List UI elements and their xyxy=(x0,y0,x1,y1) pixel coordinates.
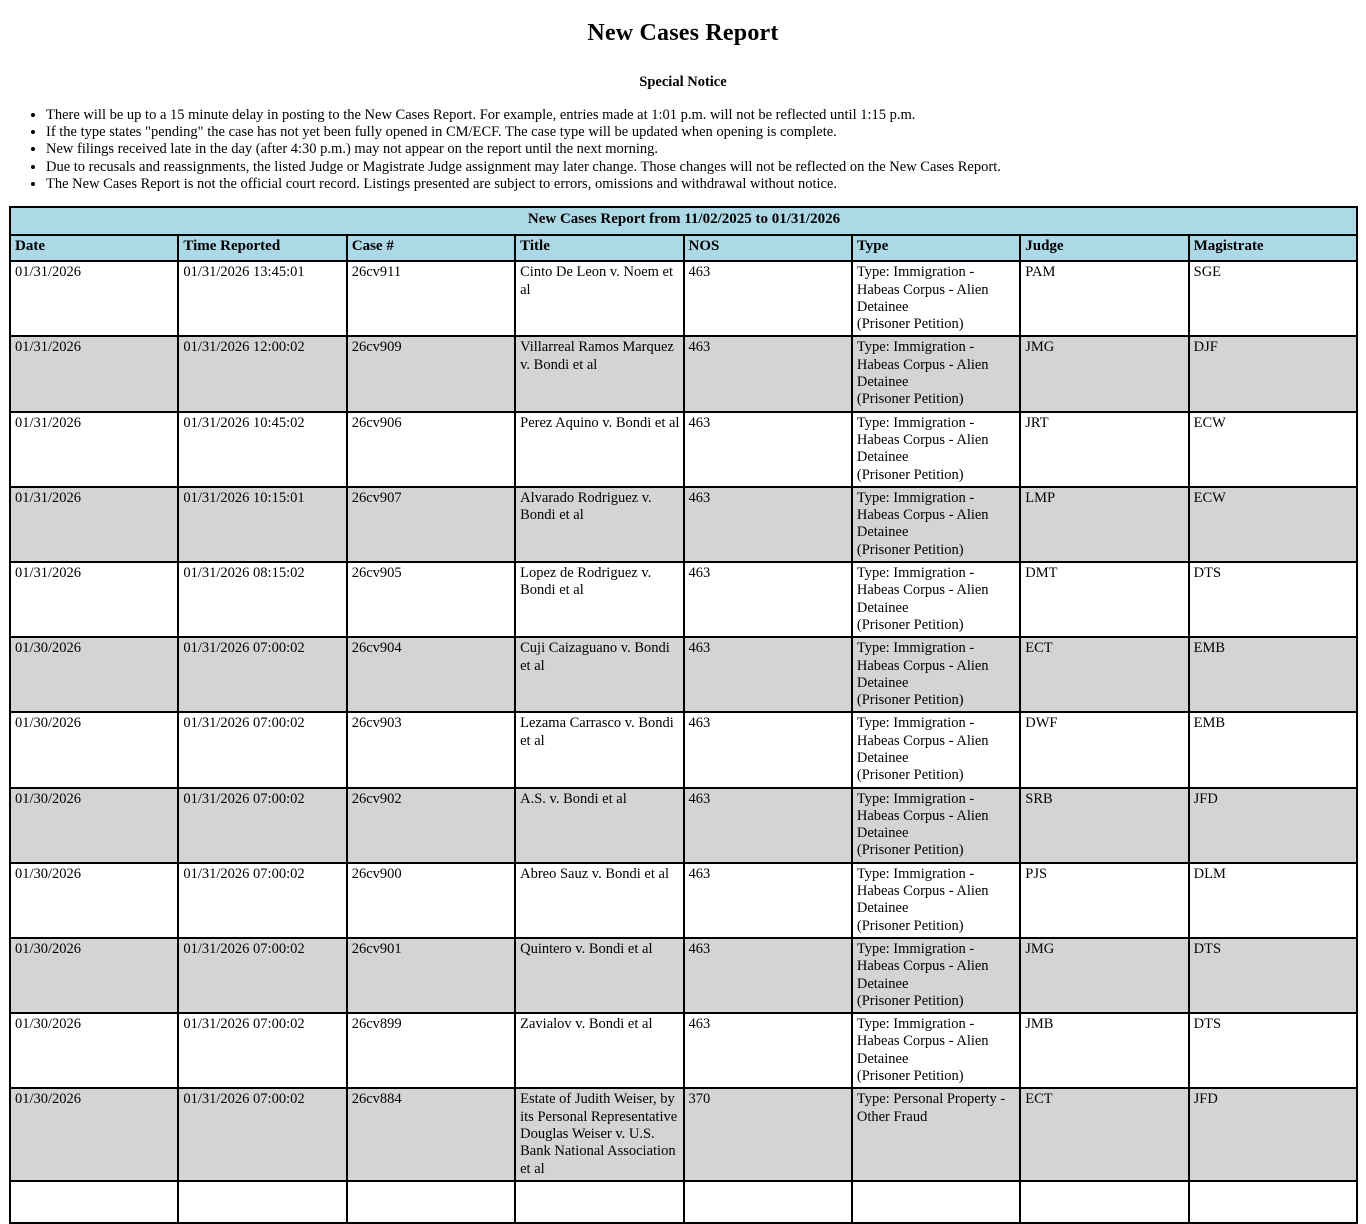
cell-type xyxy=(852,938,1020,1013)
cell-type xyxy=(852,788,1020,863)
cell-judge: LMP xyxy=(1020,487,1188,562)
cell-case-number[interactable]: 26cv904 xyxy=(347,637,515,712)
cell-type-line1: Type: Immigration - Habeas Corpus - Alien Detainee xyxy=(856,414,989,466)
cell-nos: 463 xyxy=(684,788,852,863)
cell-type-line1: Type: Personal Property - Other Fraud xyxy=(856,1091,1006,1125)
cell-title: Abreo Sauz v. Bondi et al xyxy=(515,863,683,938)
cell-type xyxy=(852,412,1020,487)
column-header-magistrate[interactable]: Magistrate xyxy=(1189,235,1357,261)
cell-type-line2: (Prisoner Petition) xyxy=(856,466,964,483)
cell-judge: PJS xyxy=(1020,863,1188,938)
report-header-row xyxy=(10,235,1357,261)
cell-time-reported: 01/31/2026 08:15:02 xyxy=(178,562,346,637)
cell-magistrate: SGE xyxy=(1189,261,1357,336)
cell-magistrate: DTS xyxy=(1189,1013,1357,1088)
cell-type-line2: (Prisoner Petition) xyxy=(856,616,964,633)
cell-type-line1: Type: Immigration - Habeas Corpus - Alien Detainee xyxy=(856,715,989,766)
cell-judge: JMB xyxy=(1020,1013,1188,1088)
cell-date xyxy=(10,1181,178,1223)
cell-magistrate: ECW xyxy=(1189,412,1357,487)
cell-time-reported: 01/31/2026 10:15:01 xyxy=(178,487,346,562)
cell-type-line1: Type: Immigration - Habeas Corpus - Alien Detainee xyxy=(856,640,989,691)
column-header-nos[interactable]: NOS xyxy=(684,235,852,261)
cell-case-number[interactable]: 26cv901 xyxy=(347,938,515,1013)
cell-magistrate: DTS xyxy=(1189,562,1357,637)
cell-case-number[interactable]: 26cv911 xyxy=(347,261,515,336)
cell-title: Perez Aquino v. Bondi et al xyxy=(515,412,683,487)
cell-type-line1: Type: Immigration - Habeas Corpus - Alien Detainee xyxy=(856,565,989,616)
cell-date: 01/31/2026 xyxy=(10,336,178,411)
cell-type-line2: (Prisoner Petition) xyxy=(856,541,964,558)
table-row[interactable] xyxy=(10,1013,1357,1088)
cell-type xyxy=(852,1088,1020,1180)
cell-case-number[interactable]: 26cv884 xyxy=(347,1088,515,1180)
cell-date: 01/31/2026 xyxy=(10,261,178,336)
cell-title: Villarreal Ramos Marquez v. Bondi et al xyxy=(515,336,683,411)
cell-judge: PAM xyxy=(1020,261,1188,336)
cell-type xyxy=(852,487,1020,562)
cell-type-line2: (Prisoner Petition) xyxy=(856,767,964,784)
cell-case-number[interactable]: 26cv905 xyxy=(347,562,515,637)
cell-magistrate xyxy=(1189,1181,1357,1223)
cell-time-reported: 01/31/2026 12:00:02 xyxy=(178,336,346,411)
cell-case-number[interactable]: 26cv909 xyxy=(347,336,515,411)
column-header-time-reported[interactable]: Time Reported xyxy=(178,235,346,261)
cell-case-number[interactable] xyxy=(347,1181,515,1223)
table-row[interactable] xyxy=(10,938,1357,1013)
notice-item: • If the type states "pending" the case has not yet been fully opened in CM/ECF. The case type will be updated when opening is complete. xyxy=(46,124,1366,141)
cell-nos: 463 xyxy=(684,487,852,562)
cell-type-line2: (Prisoner Petition) xyxy=(856,1068,964,1085)
cell-date: 01/30/2026 xyxy=(10,1088,178,1180)
cell-type-line2: (Prisoner Petition) xyxy=(856,842,964,859)
cell-time-reported: 01/31/2026 10:45:02 xyxy=(178,412,346,487)
table-row[interactable] xyxy=(10,261,1357,336)
cell-type-line2: (Prisoner Petition) xyxy=(856,992,964,1009)
cell-judge: ECT xyxy=(1020,637,1188,712)
report-table-body xyxy=(10,207,1357,1223)
cell-type xyxy=(852,1013,1020,1088)
cell-judge: DMT xyxy=(1020,562,1188,637)
cell-case-number[interactable]: 26cv902 xyxy=(347,788,515,863)
report-table-container xyxy=(9,206,1358,1224)
cell-type xyxy=(852,863,1020,938)
cell-time-reported: 01/31/2026 07:00:02 xyxy=(178,712,346,787)
cell-type-line1: Type: Immigration - Habeas Corpus - Alien Detainee xyxy=(856,489,989,541)
cell-case-number[interactable]: 26cv906 xyxy=(347,412,515,487)
cell-title: Cuji Caizaguano v. Bondi et al xyxy=(515,637,683,712)
table-row[interactable] xyxy=(10,1088,1357,1180)
cell-judge: ECT xyxy=(1020,1088,1188,1180)
cell-nos xyxy=(684,1181,852,1223)
cell-type-line1: Type: Immigration - Habeas Corpus - Alien Detainee xyxy=(856,790,989,842)
cell-nos: 463 xyxy=(684,412,852,487)
report-caption-row xyxy=(10,207,1357,235)
cell-type xyxy=(852,712,1020,787)
cell-case-number[interactable]: 26cv900 xyxy=(347,863,515,938)
notice-item: • There will be up to a 15 minute delay in posting to the New Cases Report. For example, entries made at 1:01 p.m. will not be reflected until 1:15 p.m. xyxy=(46,107,1366,124)
cell-nos: 463 xyxy=(684,863,852,938)
notice-item: • The New Cases Report is not the official court record. Listings presented are subject to errors, omissions and withdrawal without notice. xyxy=(46,176,1366,193)
cell-title: A.S. v. Bondi et al xyxy=(515,788,683,863)
cell-nos: 370 xyxy=(684,1088,852,1180)
column-header-type[interactable]: Type xyxy=(852,235,1020,261)
cell-magistrate: EMB xyxy=(1189,637,1357,712)
new-cases-report-table xyxy=(9,206,1358,1224)
table-row-partial[interactable] xyxy=(10,1181,1357,1223)
cell-nos: 463 xyxy=(684,562,852,637)
cell-date: 01/31/2026 xyxy=(10,562,178,637)
cell-type xyxy=(852,637,1020,712)
cell-nos: 463 xyxy=(684,261,852,336)
cell-type-line1: Type: Immigration - Habeas Corpus - Alien Detainee xyxy=(856,940,989,992)
table-row[interactable] xyxy=(10,336,1357,411)
cell-time-reported: 01/31/2026 07:00:02 xyxy=(178,1013,346,1088)
cell-nos: 463 xyxy=(684,637,852,712)
cell-type-line2: (Prisoner Petition) xyxy=(856,917,964,934)
cell-case-number[interactable]: 26cv899 xyxy=(347,1013,515,1088)
cell-date: 01/30/2026 xyxy=(10,1013,178,1088)
table-row[interactable] xyxy=(10,487,1357,562)
cell-date: 01/30/2026 xyxy=(10,938,178,1013)
cell-title: Alvarado Rodriguez v. Bondi et al xyxy=(515,487,683,562)
table-row[interactable] xyxy=(10,863,1357,938)
cell-nos: 463 xyxy=(684,712,852,787)
cell-time-reported: 01/31/2026 13:45:01 xyxy=(178,261,346,336)
cell-type-line1: Type: Immigration - Habeas Corpus - Alien Detainee xyxy=(856,264,989,315)
cell-magistrate: JFD xyxy=(1189,788,1357,863)
column-header-judge[interactable]: Judge xyxy=(1020,235,1188,261)
cell-nos: 463 xyxy=(684,336,852,411)
cell-date: 01/31/2026 xyxy=(10,487,178,562)
cell-title: Estate of Judith Weiser, by its Personal Representative Douglas Weiser v. U.S. Bank National Association et al xyxy=(515,1088,683,1180)
cell-type-line1: Type: Immigration - Habeas Corpus - Alien Detainee xyxy=(856,865,989,917)
cell-case-number[interactable]: 26cv907 xyxy=(347,487,515,562)
cell-type xyxy=(852,261,1020,336)
cell-judge: DWF xyxy=(1020,712,1188,787)
table-row[interactable] xyxy=(10,562,1357,637)
cell-judge: JRT xyxy=(1020,412,1188,487)
special-notice-list xyxy=(0,107,1366,193)
table-row[interactable] xyxy=(10,412,1357,487)
cell-type-line1: Type: Immigration - Habeas Corpus - Alien Detainee xyxy=(856,339,989,391)
cell-title: Zavialov v. Bondi et al xyxy=(515,1013,683,1088)
cell-title: Cinto De Leon v. Noem et al xyxy=(515,261,683,336)
cell-type-line2: (Prisoner Petition) xyxy=(856,692,964,709)
notice-item: • New filings received late in the day (after 4:30 p.m.) may not appear on the report until the next morning. xyxy=(46,141,1366,158)
cell-judge: JMG xyxy=(1020,938,1188,1013)
cell-date: 01/30/2026 xyxy=(10,863,178,938)
table-row[interactable] xyxy=(10,712,1357,787)
cell-date: 01/31/2026 xyxy=(10,412,178,487)
cell-case-number[interactable]: 26cv903 xyxy=(347,712,515,787)
cell-time-reported: 01/31/2026 07:00:02 xyxy=(178,863,346,938)
cell-type xyxy=(852,562,1020,637)
cell-type xyxy=(852,336,1020,411)
cell-magistrate: EMB xyxy=(1189,712,1357,787)
cell-title xyxy=(515,1181,683,1223)
cell-title: Lopez de Rodriguez v. Bondi et al xyxy=(515,562,683,637)
cell-time-reported xyxy=(178,1181,346,1223)
column-header-title[interactable]: Title xyxy=(515,235,683,261)
cell-magistrate: JFD xyxy=(1189,1088,1357,1180)
cell-type-line1: Type: Immigration - Habeas Corpus - Alien Detainee xyxy=(856,1016,989,1067)
cell-magistrate: ECW xyxy=(1189,487,1357,562)
cell-date: 01/30/2026 xyxy=(10,788,178,863)
cell-nos: 463 xyxy=(684,938,852,1013)
cell-time-reported: 01/31/2026 07:00:02 xyxy=(178,788,346,863)
special-notice-heading: Special Notice xyxy=(639,73,727,90)
cell-magistrate: DJF xyxy=(1189,336,1357,411)
table-row[interactable] xyxy=(10,637,1357,712)
cell-judge: JMG xyxy=(1020,336,1188,411)
cell-magistrate: DTS xyxy=(1189,938,1357,1013)
cell-type-line2: (Prisoner Petition) xyxy=(856,316,964,333)
cell-judge: SRB xyxy=(1020,788,1188,863)
notice-item: • Due to recusals and reassignments, the listed Judge or Magistrate Judge assignment may later change. Those changes will not be reflected on the New Cases Report. xyxy=(46,159,1366,176)
cell-date: 01/30/2026 xyxy=(10,637,178,712)
column-header-case-number[interactable]: Case # xyxy=(347,235,515,261)
cell-judge xyxy=(1020,1181,1188,1223)
cell-time-reported: 01/31/2026 07:00:02 xyxy=(178,938,346,1013)
page-title: New Cases Report xyxy=(587,20,779,46)
cell-title: Quintero v. Bondi et al xyxy=(515,938,683,1013)
cell-magistrate: DLM xyxy=(1189,863,1357,938)
column-header-date[interactable]: Date xyxy=(10,235,178,261)
cell-nos: 463 xyxy=(684,1013,852,1088)
cell-date: 01/30/2026 xyxy=(10,712,178,787)
report-caption-cell: New Cases Report from 11/02/2025 to 01/31/2026 xyxy=(10,207,1357,235)
cell-title: Lezama Carrasco v. Bondi et al xyxy=(515,712,683,787)
cell-time-reported: 01/31/2026 07:00:02 xyxy=(178,1088,346,1180)
cell-time-reported: 01/31/2026 07:00:02 xyxy=(178,637,346,712)
table-row[interactable] xyxy=(10,788,1357,863)
cell-type-line2: (Prisoner Petition) xyxy=(856,391,964,408)
cell-type xyxy=(852,1181,1020,1223)
